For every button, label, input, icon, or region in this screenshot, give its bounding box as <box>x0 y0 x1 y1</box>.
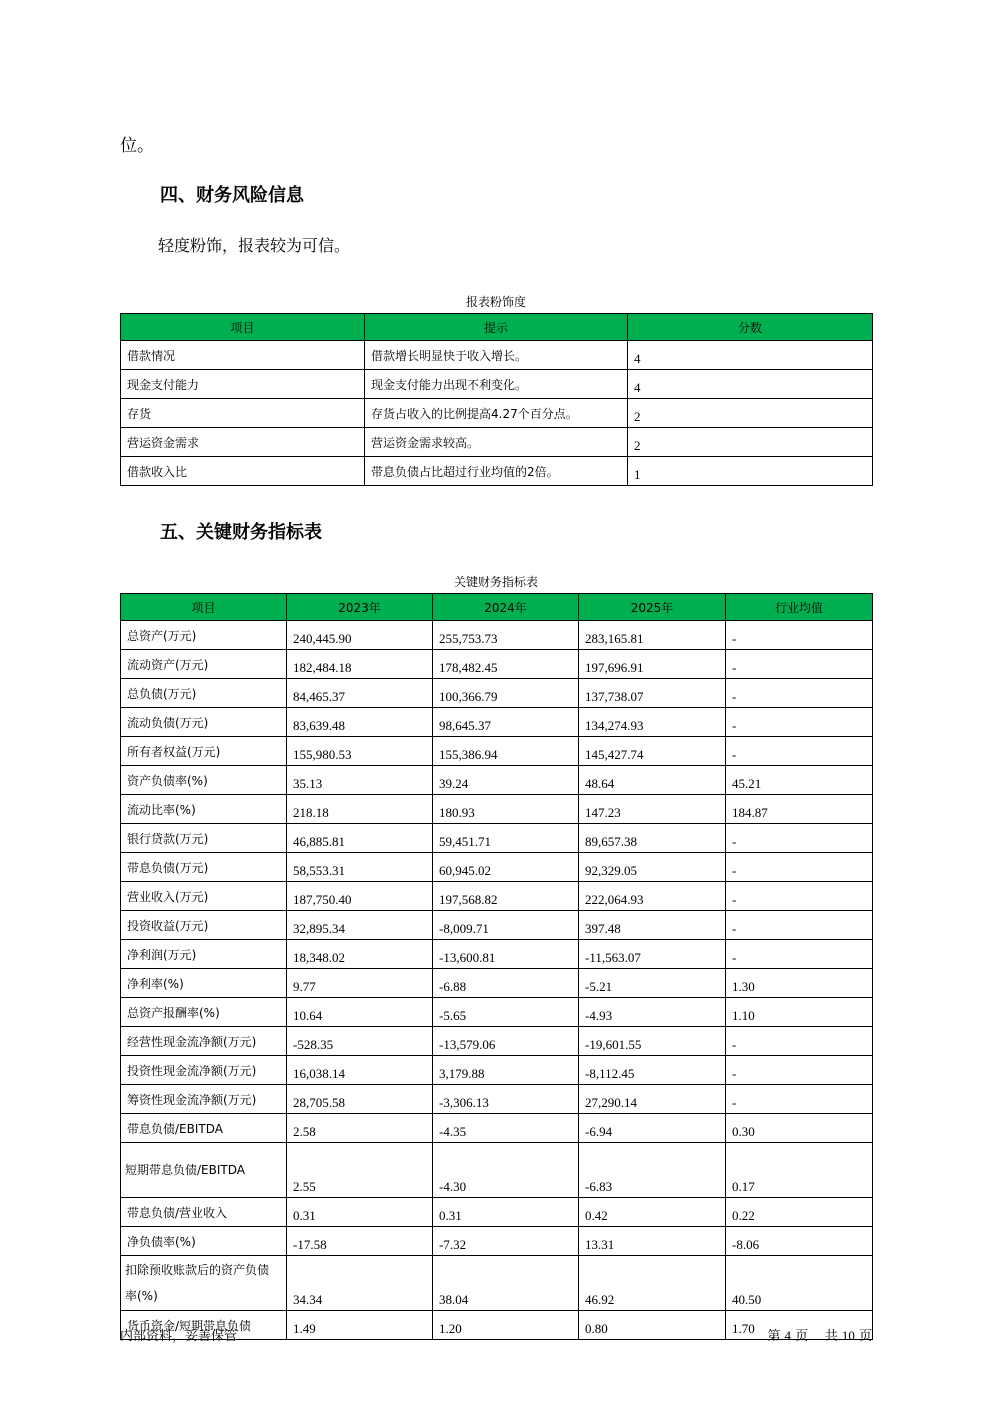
kpi-col-2025: 2025年 <box>579 594 726 621</box>
kpi-table-row-cell-3: 0.80 <box>579 1311 726 1340</box>
kpi-table-row-cell-2: 59,451.71 <box>433 824 579 853</box>
kpi-table-row-cell-3: 92,329.05 <box>579 853 726 882</box>
kpi-table-row-cell-2: 180.93 <box>433 795 579 824</box>
kpi-table-row-cell-3: 0.42 <box>579 1198 726 1227</box>
kpi-table-row-cell-1: 2.55 <box>287 1143 433 1198</box>
kpi-table-row-cell-4: 0.22 <box>726 1198 873 1227</box>
risk-table-row <box>121 457 873 486</box>
risk-table-row <box>121 341 873 370</box>
kpi-table-row-cell-1: 9.77 <box>287 969 433 998</box>
kpi-table-row-cell-4: - <box>726 1056 873 1085</box>
kpi-table-row-cell-3: 134,274.93 <box>579 708 726 737</box>
risk-table-row-cell-2: 4 <box>628 341 873 370</box>
risk-table-row-cell-2: 4 <box>628 370 873 399</box>
page-label-gong: 共 <box>824 1329 838 1344</box>
kpi-table-caption: 关键财务指标表 <box>453 575 538 589</box>
kpi-table-row-cell-1: 34.34 <box>287 1256 433 1311</box>
kpi-table-row-cell-1: 240,445.90 <box>287 621 433 650</box>
kpi-table-row-cell-3: 27,290.14 <box>579 1085 726 1114</box>
page-label-ye: 页 <box>795 1329 809 1344</box>
kpi-table-row-cell-4: - <box>726 1027 873 1056</box>
kpi-table-row <box>121 940 873 969</box>
kpi-table-row-cell-0: 净利润(万元) <box>121 940 287 969</box>
kpi-table-row-cell-3: 48.64 <box>579 766 726 795</box>
kpi-table-row <box>121 795 873 824</box>
kpi-table-row-cell-1: 46,885.81 <box>287 824 433 853</box>
kpi-table-row-cell-1: 28,705.58 <box>287 1085 433 1114</box>
kpi-table-row-cell-0: 带息负债/营业收入 <box>121 1198 287 1227</box>
kpi-table-row-cell-4: - <box>726 1085 873 1114</box>
risk-table <box>120 313 873 486</box>
kpi-table-row <box>121 1227 873 1256</box>
page-total: 10 <box>841 1328 855 1343</box>
kpi-table-row-cell-0: 扣除预收账款后的资产负债率(%) <box>121 1256 287 1311</box>
kpi-table-row-cell-2: 100,366.79 <box>433 679 579 708</box>
kpi-table-row-cell-0: 营业收入(万元) <box>121 882 287 911</box>
kpi-table-row-cell-4: 0.17 <box>726 1143 873 1198</box>
kpi-table-row-cell-3: 137,738.07 <box>579 679 726 708</box>
kpi-table-row-cell-1: -528.35 <box>287 1027 433 1056</box>
kpi-table-row-cell-4: - <box>726 882 873 911</box>
kpi-table-row-cell-0: 净负债率(%) <box>121 1227 287 1256</box>
kpi-table-row-cell-3: -11,563.07 <box>579 940 726 969</box>
kpi-table-row-cell-1: 1.49 <box>287 1311 433 1340</box>
section-5-heading: 五、关键财务指标表 <box>160 522 322 543</box>
kpi-table-row <box>121 853 873 882</box>
kpi-table-row-cell-0: 银行贷款(万元) <box>121 824 287 853</box>
kpi-table-row <box>121 766 873 795</box>
kpi-table-row-cell-2: -8,009.71 <box>433 911 579 940</box>
kpi-table-row-cell-1: 83,639.48 <box>287 708 433 737</box>
kpi-table-row-cell-4: - <box>726 679 873 708</box>
risk-table-row-cell-0: 借款情况 <box>121 341 365 370</box>
kpi-table-row <box>121 621 873 650</box>
kpi-table-row <box>121 1056 873 1085</box>
kpi-table-row <box>121 969 873 998</box>
kpi-table-row-cell-2: -5.65 <box>433 998 579 1027</box>
risk-table-row <box>121 370 873 399</box>
kpi-table-row-cell-4: 1.30 <box>726 969 873 998</box>
kpi-table-row-cell-0: 投资性现金流净额(万元) <box>121 1056 287 1085</box>
kpi-table-row-cell-4: - <box>726 737 873 766</box>
kpi-table-row-cell-3: 147.23 <box>579 795 726 824</box>
kpi-table-row-cell-4: - <box>726 650 873 679</box>
kpi-table-row-cell-1: 58,553.31 <box>287 853 433 882</box>
risk-summary-paragraph: 轻度粉饰，报表较为可信。 <box>158 236 351 255</box>
kpi-table-row-cell-4: - <box>726 708 873 737</box>
kpi-table-row-cell-0: 总资产报酬率(%) <box>121 998 287 1027</box>
kpi-col-2023: 2023年 <box>287 594 433 621</box>
kpi-table-row-cell-2: 155,386.94 <box>433 737 579 766</box>
kpi-col-2024: 2024年 <box>433 594 579 621</box>
kpi-table-row-cell-3: 13.31 <box>579 1227 726 1256</box>
kpi-table-row-cell-2: 60,945.02 <box>433 853 579 882</box>
risk-table-row <box>121 399 873 428</box>
kpi-table-row <box>121 737 873 766</box>
kpi-table-row-cell-1: 32,895.34 <box>287 911 433 940</box>
kpi-table-row-cell-4: 184.87 <box>726 795 873 824</box>
kpi-table-row-cell-4: 0.30 <box>726 1114 873 1143</box>
kpi-table-row-cell-0: 经营性现金流净额(万元) <box>121 1027 287 1056</box>
kpi-table-row-cell-3: 145,427.74 <box>579 737 726 766</box>
footer-page-indicator <box>767 1325 872 1344</box>
kpi-table-row-cell-1: 16,038.14 <box>287 1056 433 1085</box>
kpi-table-row <box>121 1085 873 1114</box>
kpi-table-row-cell-2: 178,482.45 <box>433 650 579 679</box>
kpi-table-header-row <box>121 594 873 621</box>
kpi-table-row <box>121 650 873 679</box>
kpi-table-row-cell-2: -3,306.13 <box>433 1085 579 1114</box>
risk-table-row-cell-1: 存货占收入的比例提高4.27个百分点。 <box>365 399 628 428</box>
kpi-table-row <box>121 1114 873 1143</box>
risk-table-row-cell-0: 存货 <box>121 399 365 428</box>
risk-table-row-cell-0: 现金支付能力 <box>121 370 365 399</box>
kpi-table-row-cell-0: 总负债(万元) <box>121 679 287 708</box>
risk-table-row <box>121 428 873 457</box>
kpi-table-row-cell-1: 18,348.02 <box>287 940 433 969</box>
page-current: 4 <box>784 1328 791 1343</box>
kpi-table-row-cell-1: 155,980.53 <box>287 737 433 766</box>
kpi-col-industry-avg: 行业均值 <box>726 594 873 621</box>
kpi-table-row-cell-2: -6.88 <box>433 969 579 998</box>
kpi-table-row-cell-2: 38.04 <box>433 1256 579 1311</box>
kpi-table <box>120 593 873 1340</box>
kpi-table-row-cell-0: 净利率(%) <box>121 969 287 998</box>
risk-table-row-cell-1: 带息负债占比超过行业均值的2倍。 <box>365 457 628 486</box>
kpi-table-row-cell-4: - <box>726 853 873 882</box>
kpi-table-row-cell-1: 35.13 <box>287 766 433 795</box>
kpi-table-row-cell-2: -13,600.81 <box>433 940 579 969</box>
kpi-table-row <box>121 1256 873 1311</box>
kpi-table-row-cell-0: 总资产(万元) <box>121 621 287 650</box>
kpi-table-row <box>121 824 873 853</box>
kpi-table-row <box>121 1198 873 1227</box>
page-label-ye-2: 页 <box>858 1329 872 1344</box>
carryover-text: 位。 <box>120 136 154 156</box>
kpi-table-row-cell-2: 39.24 <box>433 766 579 795</box>
risk-table-caption: 报表粉饰度 <box>465 295 526 309</box>
kpi-table-row-cell-1: -17.58 <box>287 1227 433 1256</box>
kpi-table-row-cell-2: 3,179.88 <box>433 1056 579 1085</box>
kpi-table-row-cell-2: -4.30 <box>433 1143 579 1198</box>
kpi-table-row-cell-1: 10.64 <box>287 998 433 1027</box>
risk-table-row-cell-0: 借款收入比 <box>121 457 365 486</box>
kpi-table-row-cell-3: 89,657.38 <box>579 824 726 853</box>
footer-confidential-note: 内部资料，妥善保管 <box>120 1329 238 1344</box>
risk-col-score: 分数 <box>628 314 873 341</box>
kpi-table-row-cell-4: -8.06 <box>726 1227 873 1256</box>
kpi-table-row-cell-4: 40.50 <box>726 1256 873 1311</box>
kpi-table-row-cell-1: 2.58 <box>287 1114 433 1143</box>
section-4-heading: 四、财务风险信息 <box>160 185 304 206</box>
page-label-di: 第 <box>767 1329 781 1344</box>
kpi-table-row-cell-0: 短期带息负债/EBITDA <box>121 1143 287 1198</box>
risk-table-row-cell-1: 现金支付能力出现不利变化。 <box>365 370 628 399</box>
kpi-table-row-cell-3: 283,165.81 <box>579 621 726 650</box>
kpi-table-row-cell-3: -6.83 <box>579 1143 726 1198</box>
kpi-table-row-cell-0: 投资收益(万元) <box>121 911 287 940</box>
kpi-table-row <box>121 998 873 1027</box>
risk-col-item: 项目 <box>121 314 365 341</box>
kpi-table-row <box>121 708 873 737</box>
kpi-table-row-cell-3: 222,064.93 <box>579 882 726 911</box>
kpi-table-row-cell-3: 197,696.91 <box>579 650 726 679</box>
kpi-table-row-cell-1: 0.31 <box>287 1198 433 1227</box>
kpi-table-row-cell-2: 98,645.37 <box>433 708 579 737</box>
kpi-table-row <box>121 882 873 911</box>
kpi-table-row-cell-4: 1.70 <box>726 1311 873 1340</box>
kpi-table-row <box>121 1027 873 1056</box>
risk-table-row-cell-0: 营运资金需求 <box>121 428 365 457</box>
kpi-table-row-cell-4: - <box>726 911 873 940</box>
kpi-table-row-cell-2: 255,753.73 <box>433 621 579 650</box>
kpi-table-row-cell-2: 1.20 <box>433 1311 579 1340</box>
kpi-table-row-cell-1: 84,465.37 <box>287 679 433 708</box>
kpi-table-row-cell-4: 45.21 <box>726 766 873 795</box>
kpi-table-row-cell-0: 带息负债/EBITDA <box>121 1114 287 1143</box>
kpi-table-row-cell-3: -6.94 <box>579 1114 726 1143</box>
kpi-table-row-cell-3: -5.21 <box>579 969 726 998</box>
kpi-table-row-cell-3: 46.92 <box>579 1256 726 1311</box>
kpi-table-row-cell-1: 218.18 <box>287 795 433 824</box>
kpi-table-row-cell-0: 流动负债(万元) <box>121 708 287 737</box>
kpi-table-row-cell-0: 流动比率(%) <box>121 795 287 824</box>
kpi-table-row-cell-0: 货币资金/短期带息负债 <box>121 1311 287 1340</box>
risk-table-row-cell-2: 2 <box>628 399 873 428</box>
kpi-table-row <box>121 679 873 708</box>
kpi-table-row-cell-3: -19,601.55 <box>579 1027 726 1056</box>
risk-table-row-cell-2: 1 <box>628 457 873 486</box>
kpi-table-row-cell-4: - <box>726 621 873 650</box>
kpi-col-item: 项目 <box>121 594 287 621</box>
kpi-table-row-cell-0: 资产负债率(%) <box>121 766 287 795</box>
kpi-table-row-cell-2: -4.35 <box>433 1114 579 1143</box>
kpi-table-row-cell-0: 所有者权益(万元) <box>121 737 287 766</box>
kpi-table-row-cell-0: 流动资产(万元) <box>121 650 287 679</box>
kpi-table-row <box>121 911 873 940</box>
kpi-table-row-cell-3: -8,112.45 <box>579 1056 726 1085</box>
risk-table-header-row <box>121 314 873 341</box>
kpi-table-row-cell-2: -7.32 <box>433 1227 579 1256</box>
kpi-table-row-cell-1: 187,750.40 <box>287 882 433 911</box>
kpi-table-row-cell-0: 带息负债(万元) <box>121 853 287 882</box>
kpi-table-row-cell-2: 197,568.82 <box>433 882 579 911</box>
kpi-table-row <box>121 1143 873 1198</box>
kpi-table-row-cell-1: 182,484.18 <box>287 650 433 679</box>
risk-table-row-cell-1: 借款增长明显快于收入增长。 <box>365 341 628 370</box>
risk-col-hint: 提示 <box>365 314 628 341</box>
kpi-table-row-cell-4: - <box>726 824 873 853</box>
kpi-table-row-cell-4: - <box>726 940 873 969</box>
kpi-table-row-cell-0: 筹资性现金流净额(万元) <box>121 1085 287 1114</box>
kpi-table-row-cell-3: 397.48 <box>579 911 726 940</box>
risk-table-row-cell-2: 2 <box>628 428 873 457</box>
kpi-table-row-cell-4: 1.10 <box>726 998 873 1027</box>
kpi-table-row-cell-3: -4.93 <box>579 998 726 1027</box>
kpi-table-row-cell-2: 0.31 <box>433 1198 579 1227</box>
risk-table-row-cell-1: 营运资金需求较高。 <box>365 428 628 457</box>
kpi-table-row-cell-2: -13,579.06 <box>433 1027 579 1056</box>
